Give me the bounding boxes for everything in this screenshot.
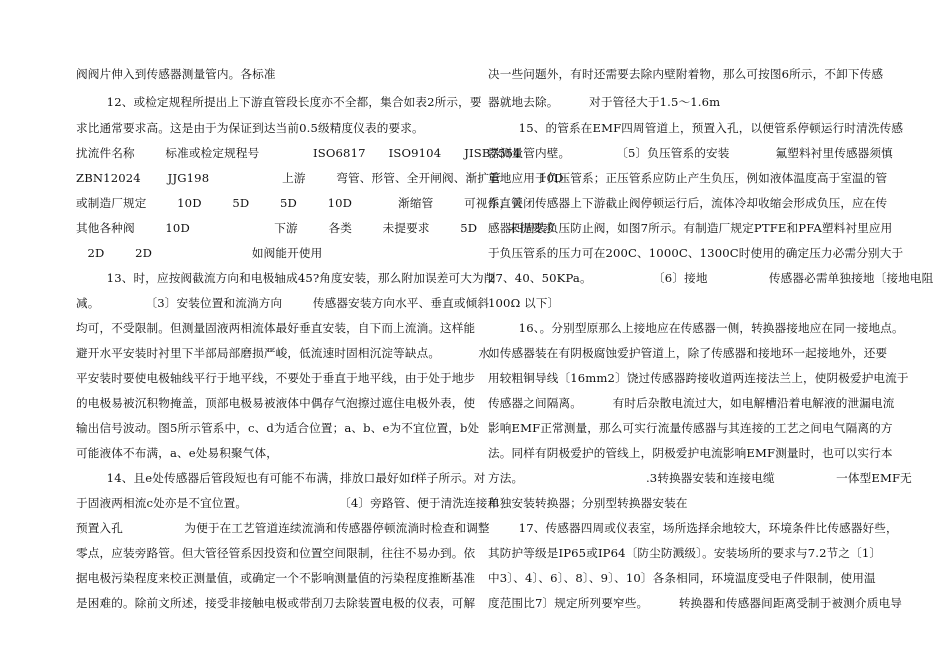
text-line: 单独安装转换器；分别型转换器安装在 (488, 496, 688, 510)
text-line: 16、。分别型原那么上接地应在传感器一侧，转换器接地应在同一接地点。 (488, 321, 904, 335)
text-line: 决一些问题外，有时还需要去除内壁附着物，那么可按图6所示，不卸下传感 (488, 67, 884, 81)
text-line: 求比通常要求高。这是由于为保证到达当前0.5级精度仪表的要求。 (76, 121, 424, 135)
text-line: 预置入孔 为便于在工艺管道连续流淌和传感器停顿流淌时检查和调整 (76, 521, 490, 535)
text-line: 其他各种阀 10D 下游 各类 未提要求 5D 未提要求 (76, 221, 555, 235)
text-line: 的电极易被沉积物掩盖，顶部电极易被液体中偶存气泡擦过遮住电极外表，使 (76, 396, 476, 410)
text-line: 13、时，应按阀截流方向和电极轴成45?角度安装，那么附加误差可大为削 (76, 271, 496, 285)
text-line: 15、的管系在EMF四周管道上，预置入孔，以便管系停顿运行时清洗传感 (488, 121, 904, 135)
text-line: 输出信号波动。图5所示管系中，c、d为适合位置；a、b、e为不宜位置，b处 (76, 421, 480, 435)
text-line: 2D 2D 如阀能开使用 (76, 246, 323, 260)
text-line: 方法。 .3转换器安装和连接电缆 一体型EMF无 (488, 471, 912, 485)
text-line: 100Ω 以下〕 (488, 296, 560, 310)
text-line: 传感器之间隔离。 有时后杂散电流过大，如电解槽沿着电解液的泄漏电流 (488, 396, 895, 410)
text-line: 器测量管内壁。 〔5〕负压管系的安装 氟塑料衬里传感器须慎 (488, 146, 893, 160)
text-line: 据电极污染程度来校正测量值，或确定一个不影响测量值的污染程度推断基准 (76, 571, 476, 585)
text-line: 避开水平安装时衬里下半部局部磨损严峻，低流速时固相沉淀等缺点。 水 (76, 346, 491, 360)
text-line: 中3〕、4〕、6〕、8〕、9〕、10〕各条相同，环境温度受电子件限制，使用温 (488, 571, 876, 585)
text-line: 27、40、50KPa。 〔6〕接地 传感器必需单独接地〔接地电阻 (488, 271, 934, 285)
text-line: 减。 〔3〕安装位置和流淌方向 传感器安装方向水平、垂直或倾斜 (76, 296, 490, 310)
text-line: 于负压管系的压力可在200C、1000C、1300C时使用的确定压力必需分别大于 (488, 246, 904, 260)
text-line: 用较粗铜导线〔16mm2〕饶过传感器跨接收道两连接法兰上，使阴极爱护电流于 (488, 371, 909, 385)
text-line: 感器四周装负压防止阀，如图7所示。有制造厂规定PTFE和PFA塑料衬里应用 (488, 221, 893, 235)
text-line: 其防护等级是IP65或IP64〔防尘防溅级〕。安装场所的要求与7.2节之〔1〕 (488, 546, 882, 560)
text-line: 如传感器装在有阴极腐蚀爱护管道上，除了传感器和接地环一起接地外，还要 (488, 346, 888, 360)
text-line: 扰流件名称 标准或检定规程号 ISO6817 ISO9104 JISB7554 (76, 146, 521, 160)
text-line: 法。同样有阴极爱护的管线上，阴极爱护电流影响EMF测量时，也可以实行本 (488, 446, 893, 460)
text-line: 阀阀片伸入到传感器测量管内。各标准 (76, 67, 276, 81)
text-line: 12、或检定规程所提出上下游直管段长度亦不全都，集合如表2所示，要 (76, 95, 482, 109)
text-line: 14、且e处传感器后管段短也有可能不布满，排放口最好如f样子所示。对 (76, 471, 486, 485)
text-line: 或制造厂规定 10D 5D 5D 10D 渐缩管 可视作直管 (76, 196, 523, 210)
text-line: 17、传感器四周或仪表室，场所选择余地较大，环境条件比传感器好些， (488, 521, 898, 535)
text-line: 度范围比7〕规定所列要窄些。 转换器和传感器间距离受制于被测介质电导 (488, 596, 903, 610)
text-line: 系，关闭传感器上下游截止阀停顿运行后，流体冷却收缩会形成负压，应在传 (488, 196, 888, 210)
text-line: 重地应用于负压管系；正压管系应防止产生负压，例如液体温度高于室温的管 (488, 171, 888, 185)
text-line: 器就地去除。 对于管径大于1.5～1.6m (488, 95, 721, 109)
text-line: 零点，应装旁路管。但大管径管系因投资和位置空间限制，往往不易办到。依 (76, 546, 476, 560)
text-line: ZBN12024 JJG198 上游 弯管、形管、全开闸阀、渐扩管 10D (76, 171, 564, 185)
text-line: 平安装时要使电极轴线平行于地平线，不要处于垂直于地平线，由于处于地步 (76, 371, 476, 385)
text-line: 是困难的。除前文所述，接受非接触电极或带刮刀去除装置电极的仪表，可解 (76, 596, 476, 610)
text-line: 均可，不受限制。但测量固液两相流体最好垂直安装，自下而上流淌。这样能 (76, 321, 476, 335)
text-line: 于固液两相流c处亦是不宜位置。 〔4〕旁路管、便于清洗连接和 (76, 496, 500, 510)
text-line: 可能液体不布满，a、e处易积聚气体， (76, 446, 278, 460)
text-line: 影响EMF正常测量，那么可实行流量传感器与其连接的工艺之间电气隔离的方 (488, 421, 893, 435)
